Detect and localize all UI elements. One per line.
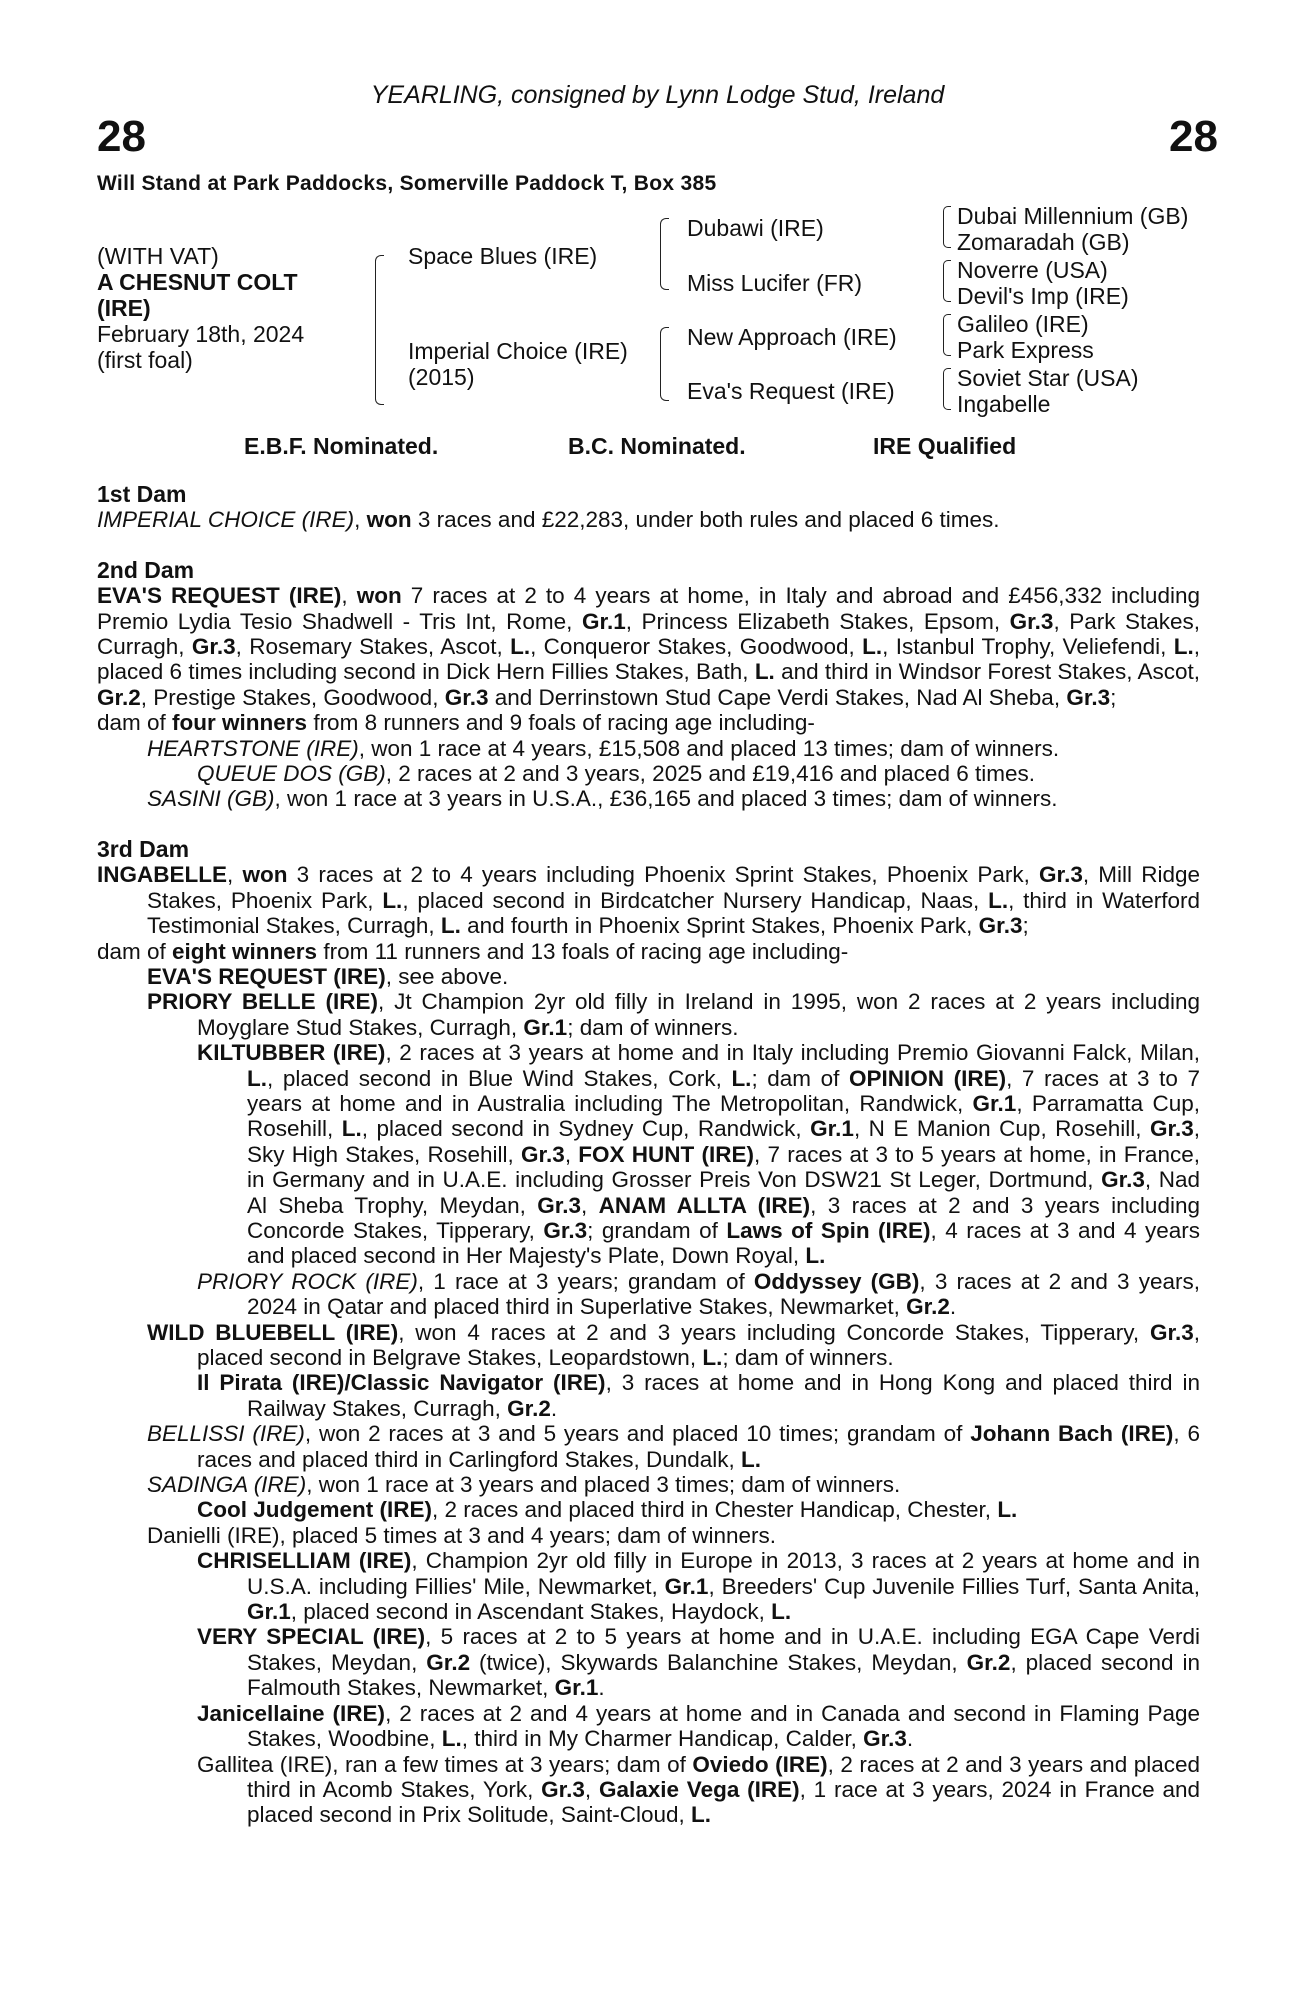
pedigree-brace-4 <box>943 206 951 248</box>
produce-sadinga: SADINGA (IRE), won 1 race at 3 years and placed 3 times; dam of winners. <box>147 1472 901 1498</box>
sire-dam: Miss Lucifer (FR) <box>687 270 863 296</box>
dam-dam: Eva's Request (IRE) <box>687 378 895 404</box>
dam-name: Imperial Choice (IRE) <box>408 338 628 364</box>
lot-number-left: 28 <box>97 112 146 161</box>
sire-sire: Dubawi (IRE) <box>687 215 824 241</box>
third-dam-heading: 3rd Dam <box>97 835 190 862</box>
produce-bellissi: BELLISSI (IRE), won 2 races at 3 and 5 years and placed 10 times; grandam of Johann Bach (IRE), 6 races and placed third in Carlingford Stakes, Dundalk, L. <box>147 1421 1200 1472</box>
second-dam-entry: EVA'S REQUEST (IRE), won 7 races at 2 to 4 years at home, in Italy and abroad and £456,332 including Premio Lydia Tesio Shadwell - Tris Int, Rome, Gr.1, Princess Elizabeth Stakes, Epsom, Gr.3, Park Stakes, Curragh, Gr.3, Rosemary Stakes, Ascot, L., Conqueror Stakes, Goodwood, L., Istanbul Trophy, Veliefendi, L., placed 6 times including second in Dick Hern Fillies Stakes, Bath, L. and third in Windsor Forest Stakes, Ascot, Gr.2, Prestige Stakes, Goodwood, Gr.3 and Derrinstown Stud Cape Verdi Stakes, Nad Al Sheba, Gr.3; <box>97 583 1200 710</box>
ped-dsd: Park Express <box>957 337 1094 363</box>
horse-note: (first foal) <box>97 347 193 373</box>
produce-danielli: Danielli (IRE), placed 5 times at 3 and 4 years; dam of winners. <box>147 1522 777 1548</box>
produce-sasini: SASINI (GB), won 1 race at 3 years in U.S.A., £36,165 and placed 3 times; dam of winners. <box>147 786 1058 812</box>
produce-queue-dos: QUEUE DOS (GB), 2 races at 2 and 3 years, 2025 and £19,416 and placed 6 times. <box>197 761 1035 787</box>
second-dam-heading: 2nd Dam <box>97 556 195 583</box>
lot-number-right: 28 <box>1169 112 1218 161</box>
second-dam-produce-intro: dam of four winners from 8 runners and 9 foals of racing age including- <box>97 710 815 736</box>
produce-priory-belle: PRIORY BELLE (IRE), Jt Champion 2yr old filly in Ireland in 1995, won 2 races at 2 years including Moyglare Stud Stakes, Curragh, Gr.1; dam of winners. <box>147 989 1200 1040</box>
pedigree-brace-2 <box>660 218 669 290</box>
ped-ddd: Ingabelle <box>957 391 1051 417</box>
produce-priory-rock: PRIORY ROCK (IRE), 1 race at 3 years; grandam of Oddyssey (GB), 3 races at 2 and 3 years, 2024 in Qatar and placed third in Superlative Stakes, Newmarket, Gr.2. <box>197 1268 1200 1320</box>
horse-country: (IRE) <box>97 295 151 321</box>
produce-evas-request: EVA'S REQUEST (IRE), see above. <box>147 963 509 989</box>
produce-janicellaine: Janicellaine (IRE), 2 races at 2 and 4 years at home and in Canada and second in Flaming Page Stakes, Woodbine, L., third in My Charmer Handicap, Calder, Gr.3. <box>197 1700 1200 1752</box>
pedigree-brace-1 <box>375 255 384 405</box>
sire-name: Space Blues (IRE) <box>408 243 598 269</box>
produce-heartstone: HEARTSTONE (IRE), won 1 race at 4 years, £15,508 and placed 13 times; dam of winners. <box>147 735 1060 761</box>
horse-name: A CHESNUT COLT <box>97 269 298 295</box>
first-dam-entry: IMPERIAL CHOICE (IRE), won 3 races and £22,283, under both rules and placed 6 times. <box>97 507 1000 533</box>
produce-chrisellaim: CHRISELLIAM (IRE), Champion 2yr old filly in Europe in 2013, 3 races at 2 years at home and in U.S.A. including Fillies' Mile, Newmarket, Gr.1, Breeders' Cup Juvenile Fillies Turf, Santa Anita, Gr.1, placed second in Ascendant Stakes, Haydock, L. <box>197 1548 1200 1625</box>
produce-cool-judgement: Cool Judgement (IRE), 2 races and placed third in Chester Handicap, Chester, L. <box>197 1497 1018 1523</box>
produce-il-pirata: Il Pirata (IRE)/Classic Navigator (IRE), 3 races at home and in Hong Kong and placed third in Railway Stakes, Curragh, Gr.2. <box>197 1370 1200 1421</box>
consignor-header: YEARLING, consigned by Lynn Lodge Stud, Ireland <box>370 81 945 109</box>
ped-dss: Galileo (IRE) <box>957 311 1089 337</box>
stand-location: Will Stand at Park Paddocks, Somerville Paddock T, Box 385 <box>97 172 717 195</box>
ebf-nomination: E.B.F. Nominated. <box>244 433 439 459</box>
pedigree-brace-3 <box>660 327 669 401</box>
pedigree-brace-6 <box>943 314 951 356</box>
produce-wild-bluebell: WILD BLUEBELL (IRE), won 4 races at 2 and 3 years including Concorde Stakes, Tipperary, Gr.3, placed second in Belgrave Stakes, Leopardstown, L.; dam of winners. <box>147 1319 1200 1370</box>
horse-info <box>97 243 304 373</box>
vat-note: (WITH VAT) <box>97 243 219 269</box>
produce-very-special: VERY SPECIAL (IRE), 5 races at 2 to 5 years at home and in U.A.E. including EGA Cape Verdi Stakes, Meydan, Gr.2 (twice), Skywards Balanchine Stakes, Meydan, Gr.2, placed second in Falmouth Stakes, Newmarket, Gr.1. <box>197 1624 1200 1701</box>
bc-nomination: B.C. Nominated. <box>568 433 746 459</box>
third-dam-entry: INGABELLE, won 3 races at 2 to 4 years including Phoenix Sprint Stakes, Phoenix Park, Gr.3, Mill Ridge Stakes, Phoenix Park, L., placed second in Birdcatcher Nursery Handicap, Naas, L., third in Waterford Testimonial Stakes, Curragh, L. and fourth in Phoenix Sprint Stakes, Phoenix Park, Gr.3; <box>97 862 1201 939</box>
produce-gallitea: Gallitea (IRE), ran a few times at 3 years; dam of Oviedo (IRE), 2 races at 2 and 3 years and placed third in Acomb Stakes, York, Gr.3, Galaxie Vega (IRE), 1 race at 3 years, 2024 in France and placed second in Prix Solitude, Saint-Cloud, L. <box>197 1751 1200 1828</box>
horse-dob: February 18th, 2024 <box>97 321 305 347</box>
ped-sdd: Devil's Imp (IRE) <box>957 283 1129 309</box>
ped-ssd: Zomaradah (GB) <box>957 229 1130 255</box>
pedigree-brace-7 <box>943 368 951 410</box>
ped-sds: Noverre (USA) <box>957 257 1108 283</box>
catalogue-body <box>97 482 1200 1828</box>
dam-sire: New Approach (IRE) <box>687 324 897 350</box>
third-dam-produce-intro: dam of eight winners from 11 runners and 13 foals of racing age including- <box>97 938 849 964</box>
produce-kiltubber: KILTUBBER (IRE), 2 races at 3 years at home and in Italy including Premio Giovanni Falck, Milan, L., placed second in Blue Wind Stakes, Cork, L.; dam of OPINION (IRE), 7 races at 3 to 7 years at home and in Australia including The Metropolitan, Randwick, Gr.1, Parramatta Cup, Rosehill, L., placed second in Sydney Cup, Randwick, Gr.1, N E Manion Cup, Rosehill, Gr.3, Sky High Stakes, Rosehill, Gr.3, FOX HUNT (IRE), 7 races at 3 to 5 years at home, in France, in Germany and in U.A.E. including Grosser Preis Von DSW21 St Leger, Dortmund, Gr.3, Nad Al Sheba Trophy, Meydan, Gr.3, ANAM ALLTA (IRE), 3 races at 2 and 3 years including Concorde Stakes, Tipperary, Gr.3; grandam of Laws of Spin (IRE), 4 races at 3 and 4 years and placed second in Her Majesty's Plate, Down Royal, L. <box>197 1040 1201 1269</box>
ped-sss: Dubai Millennium (GB) <box>957 203 1189 229</box>
first-dam-heading: 1st Dam <box>97 481 187 507</box>
ped-dds: Soviet Star (USA) <box>957 365 1139 391</box>
pedigree-brace-5 <box>943 260 951 302</box>
ire-qualified: IRE Qualified <box>873 433 1017 459</box>
dam-year: (2015) <box>408 364 475 390</box>
